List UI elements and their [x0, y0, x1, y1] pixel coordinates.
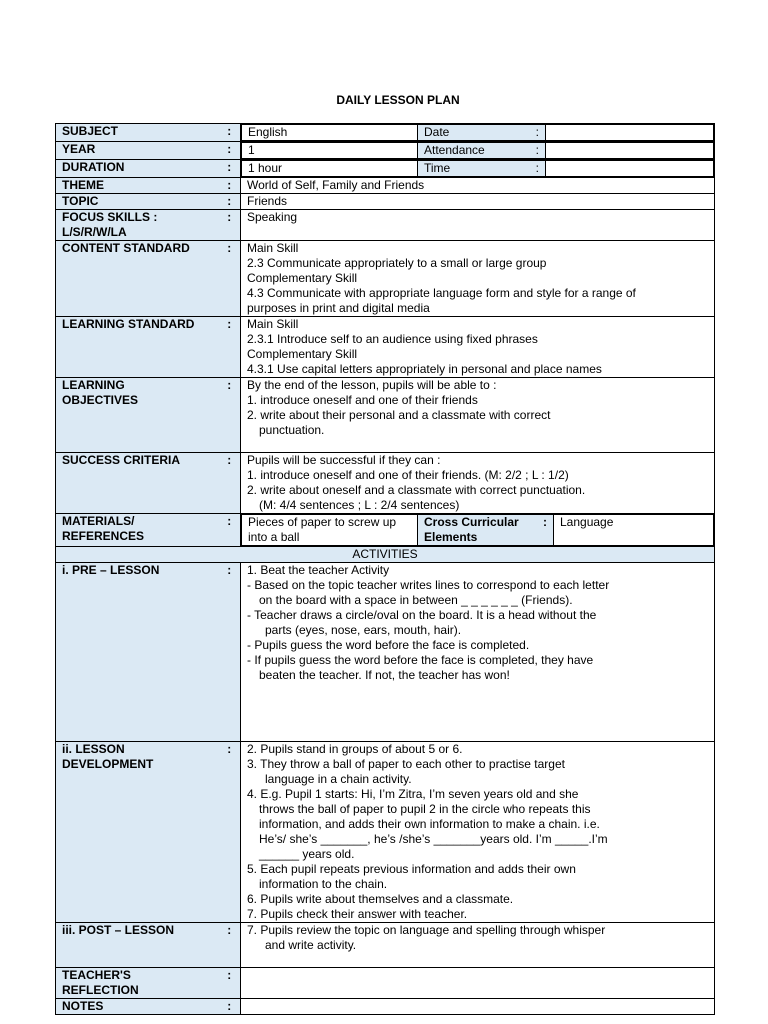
text-line: Complementary Skill	[247, 347, 358, 361]
text-line: 7. Pupils check their answer with teacher.	[247, 907, 468, 921]
notes-value[interactable]	[241, 999, 715, 1015]
reflection-value[interactable]	[241, 968, 715, 999]
text-line: 4.3.1 Use capital letters appropriately in personal and place names	[247, 362, 602, 376]
ccl-label-1: Cross Curricular	[424, 515, 519, 529]
text-line: 4. E.g. Pupil 1 starts: Hi, I’m Zitra, I’m seven years old and she	[247, 787, 579, 801]
attendance-value[interactable]	[546, 143, 714, 159]
materials-label-1: MATERIALS/	[62, 514, 135, 528]
text-line: on the board with a space in between _ _ _ _ _ _ (Friends).	[259, 593, 573, 607]
year-cell	[241, 142, 715, 160]
colon: :	[535, 143, 539, 157]
row-notes	[56, 999, 715, 1015]
text-line: 2. write about oneself and a classmate with correct punctuation.	[247, 483, 586, 497]
text-line: and write activity.	[265, 938, 357, 952]
colon: :	[219, 317, 241, 378]
label-focus-skills	[56, 210, 219, 241]
row-subject	[56, 124, 715, 142]
text-line: 3. They throw a ball of paper to each other to practise target	[247, 757, 565, 771]
reflection-label-1: TEACHER'S	[62, 968, 131, 982]
topic-value: Friends	[241, 194, 715, 210]
text-line: information to the chain.	[259, 877, 388, 891]
colon: :	[535, 161, 539, 175]
label-theme: THEME	[56, 178, 219, 194]
materials-cell	[241, 514, 715, 547]
row-learning-objectives	[56, 378, 715, 453]
text-line: By the end of the lesson, pupils will be able to :	[247, 378, 497, 392]
objectives-label-1: LEARNING	[62, 378, 125, 392]
colon: :	[219, 968, 241, 999]
colon: :	[219, 378, 241, 453]
row-learning-standard	[56, 317, 715, 378]
subject-cell	[241, 124, 715, 142]
year-value: 1	[242, 143, 418, 159]
text-line: He’s/ she’s _______, he’s /she’s _______years old. I’m _____.I’m	[259, 832, 608, 846]
colon: :	[219, 742, 241, 923]
label-success-criteria: SUCCESS CRITERIA	[56, 453, 219, 514]
materials-line-2: into a ball	[248, 530, 300, 544]
row-duration	[56, 160, 715, 178]
lesson-development-text	[241, 742, 715, 923]
colon: :	[219, 241, 241, 317]
focus-label-2: L/S/R/W/LA	[62, 225, 127, 239]
colon: :	[543, 515, 547, 529]
label-learning-objectives	[56, 378, 219, 453]
date-label-cell	[418, 125, 546, 141]
date-label: Date	[424, 125, 450, 139]
row-activities	[56, 547, 715, 563]
text-line: 4.3 Communicate with appropriate language form and style for a range of	[247, 286, 636, 300]
colon: :	[219, 514, 241, 547]
label-duration: DURATION	[56, 160, 219, 178]
colon: :	[219, 178, 241, 194]
label-year: YEAR	[56, 142, 219, 160]
focus-value: Speaking	[241, 210, 715, 241]
text-line: parts (eyes, nose, ears, mouth, hair).	[265, 623, 462, 637]
row-post-lesson	[56, 923, 715, 968]
label-content-standard: CONTENT STANDARD	[56, 241, 219, 317]
success-criteria-text	[241, 453, 715, 514]
row-lesson-development	[56, 742, 715, 923]
label-notes: NOTES	[56, 999, 219, 1015]
row-teachers-reflection	[56, 968, 715, 999]
text-line: purposes in print and digital media	[247, 301, 430, 315]
cross-curricular-label	[418, 515, 554, 546]
duration-value: 1 hour	[242, 161, 418, 177]
text-line: 1. Beat the teacher Activity	[247, 563, 390, 577]
text-line: (M: 4/4 sentences ; L : 2/4 sentences)	[259, 498, 460, 512]
materials-value	[242, 515, 418, 546]
lesson-plan-table	[55, 123, 715, 1015]
text-line: - Based on the topic teacher writes lines to correspond to each letter	[247, 578, 610, 592]
row-topic	[56, 194, 715, 210]
text-line: 1. introduce oneself and one of their friends	[247, 393, 478, 407]
materials-label-2: REFERENCES	[62, 529, 145, 543]
text-line: 2. Pupils stand in groups of about 5 or 6.	[247, 742, 463, 756]
page-title: DAILY LESSON PLAN	[336, 93, 460, 107]
text-line: ______ years old.	[259, 847, 355, 861]
text-line: 6. Pupils write about themselves and a classmate.	[247, 892, 514, 906]
learning-standard-text	[241, 317, 715, 378]
row-materials	[56, 514, 715, 547]
text-line: 2.3.1 Introduce self to an audience using fixed phrases	[247, 332, 538, 346]
text-line: - Pupils guess the word before the face is completed.	[247, 638, 530, 652]
theme-value: World of Self, Family and Friends	[241, 178, 715, 194]
label-topic: TOPIC	[56, 194, 219, 210]
colon: :	[219, 194, 241, 210]
subject-value: English	[242, 125, 418, 141]
row-success-criteria	[56, 453, 715, 514]
attendance-label-cell	[418, 143, 546, 159]
pre-lesson-text	[241, 563, 715, 742]
label-subject: SUBJECT	[56, 124, 219, 142]
text-line: 7. Pupils review the topic on language and spelling through whisper	[247, 923, 606, 937]
activities-heading: ACTIVITIES	[56, 547, 715, 563]
text-line: throws the ball of paper to pupil 2 in the circle who repeats this	[259, 802, 591, 816]
time-label: Time	[424, 161, 451, 175]
text-line: 2.3 Communicate appropriately to a small or large group	[247, 256, 547, 270]
cross-curricular-value: Language	[554, 515, 714, 546]
reflection-label-2: REFLECTION	[62, 983, 139, 997]
colon: :	[219, 160, 241, 178]
colon: :	[219, 210, 241, 241]
duration-cell	[241, 160, 715, 178]
text-line: - Teacher draws a circle/oval on the board. It is a head without the	[247, 608, 597, 622]
row-year	[56, 142, 715, 160]
focus-label-1: FOCUS SKILLS :	[62, 210, 158, 224]
label-materials	[56, 514, 219, 547]
text-line: 1. introduce oneself and one of their friends. (M: 2/2 ; L : 1/2)	[247, 468, 569, 482]
row-content-standard	[56, 241, 715, 317]
text-line: language in a chain activity.	[265, 772, 412, 786]
time-label-cell	[418, 161, 546, 177]
text-line: 5. Each pupil repeats previous information and adds their own	[247, 862, 576, 876]
row-theme	[56, 178, 715, 194]
label-post-lesson: iii. POST – LESSON	[56, 923, 219, 968]
time-value[interactable]	[546, 161, 714, 177]
colon: :	[219, 453, 241, 514]
colon: :	[219, 563, 241, 742]
colon: :	[219, 923, 241, 968]
materials-line-1: Pieces of paper to screw up	[248, 515, 397, 529]
ccl-label-2: Elements	[424, 530, 478, 544]
label-lesson-development	[56, 742, 219, 923]
objectives-label-2: OBJECTIVES	[62, 393, 139, 407]
development-label-1: ii. LESSON	[62, 742, 125, 756]
text-line: Pupils will be successful if they can :	[247, 453, 441, 467]
text-line: beaten the teacher. If not, the teacher has won!	[259, 668, 510, 682]
text-line: Complementary Skill	[247, 271, 358, 285]
development-label-2: DEVELOPMENT	[62, 757, 154, 771]
text-line: Main Skill	[247, 317, 299, 331]
label-learning-standard: LEARNING STANDARD	[56, 317, 219, 378]
content-standard-text	[241, 241, 715, 317]
text-line: information, and adds their own information to make a chain. i.e.	[259, 817, 600, 831]
text-line: Main Skill	[247, 241, 299, 255]
text-line: 2. write about their personal and a classmate with correct	[247, 408, 551, 422]
post-lesson-text	[241, 923, 715, 968]
colon: :	[219, 124, 241, 142]
attendance-label: Attendance	[424, 143, 485, 157]
colon: :	[219, 142, 241, 160]
row-pre-lesson	[56, 563, 715, 742]
colon: :	[219, 999, 241, 1015]
date-value[interactable]	[546, 125, 714, 141]
text-line: - If pupils guess the word before the face is completed, they have	[247, 653, 594, 667]
learning-objectives-text	[241, 378, 715, 453]
label-teachers-reflection	[56, 968, 219, 999]
label-pre-lesson: i. PRE – LESSON	[56, 563, 219, 742]
text-line: punctuation.	[259, 423, 325, 437]
colon: :	[535, 125, 539, 139]
row-focus-skills	[56, 210, 715, 241]
